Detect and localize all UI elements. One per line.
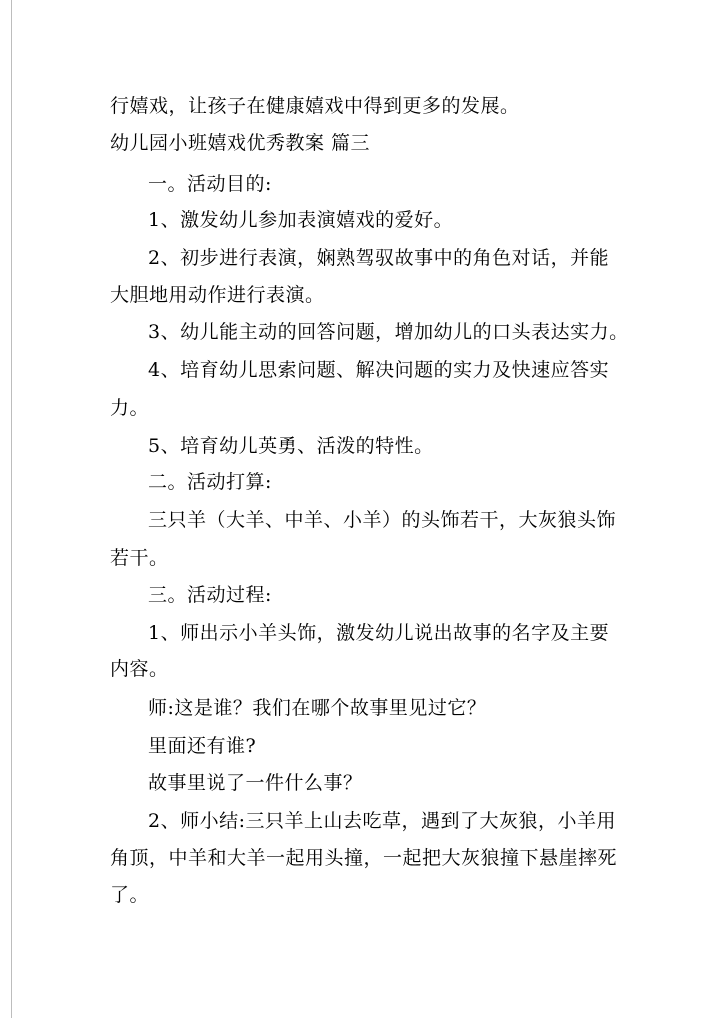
paragraph-line: 故事里说了一件什么事？ (148, 772, 363, 794)
paragraph-line: 若干。 (110, 547, 169, 569)
list-item: 4、培育幼儿思索问题、解决问题的实力及快速应答实 (148, 359, 610, 381)
subsection-heading: 二。活动打算: (148, 471, 272, 493)
paragraph-line: 三只羊（大羊、中羊、小羊）的头饰若干，大灰狼头饰 (148, 509, 617, 531)
list-item: 1、师出示小羊头饰，激发幼儿说出故事的名字及主要 (148, 622, 610, 644)
list-item-continuation: 角顶，中羊和大羊一起用头撞，一起把大灰狼撞下悬崖摔死 (110, 847, 618, 869)
list-item-continuation: 了。 (110, 884, 150, 906)
paragraph-line: 师:这是谁？我们在哪个故事里见过它？ (148, 697, 487, 719)
page-left-edge (11, 0, 12, 1018)
list-item-continuation: 内容。 (110, 658, 169, 680)
list-item: 2、师小结:三只羊上山去吃草，遇到了大灰狼，小羊用 (148, 810, 616, 832)
list-item: 2、初步进行表演，娴熟驾驭故事中的角色对话，并能 (148, 247, 610, 269)
section-heading: 幼儿园小班嬉戏优秀教案 篇三 (110, 132, 371, 154)
paragraph-line: 里面还有谁? (148, 735, 257, 757)
list-item-continuation: 大胆地用动作进行表演。 (110, 284, 325, 306)
list-item: 5、培育幼儿英勇、活泼的特性。 (148, 435, 434, 457)
list-item-continuation: 力。 (110, 397, 150, 419)
subsection-heading: 三。活动过程: (148, 584, 272, 606)
list-item: 1、激发幼儿参加表演嬉戏的爱好。 (148, 209, 454, 231)
paragraph-line: 行嬉戏，让孩子在健康嬉戏中得到更多的发展。 (110, 95, 520, 117)
subsection-heading: 一。活动目的: (148, 173, 272, 195)
list-item: 3、幼儿能主动的回答问题，增加幼儿的口头表达实力。 (148, 321, 629, 343)
